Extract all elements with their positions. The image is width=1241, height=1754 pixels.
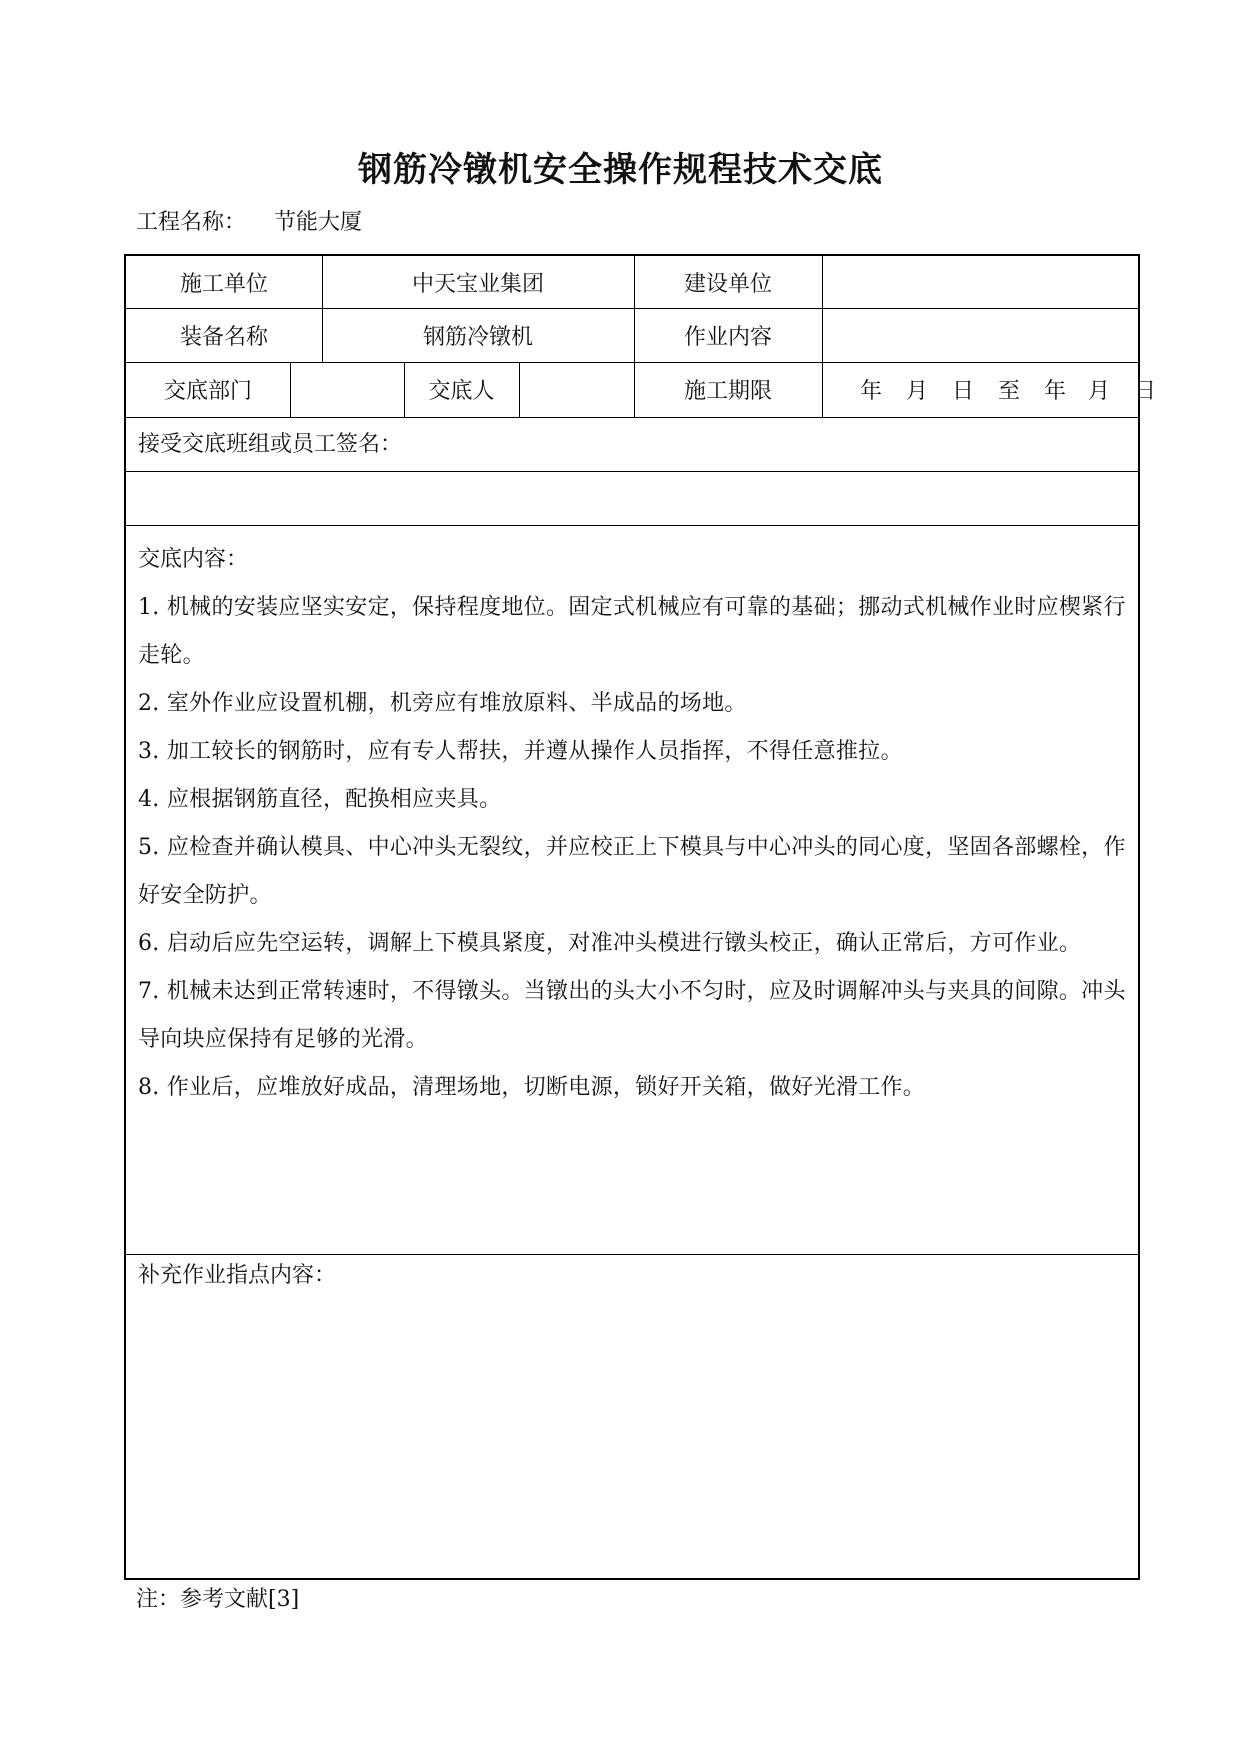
- equipment-name-value: 钢筋冷镦机: [422, 324, 533, 350]
- content-item: 8. 作业后，应堆放好成品，清理场地，切断电源，锁好开关箱，做好光滑工作。: [138, 1075, 926, 1100]
- signature-area: [126, 471, 1138, 525]
- work-content-label: 作业内容: [683, 324, 772, 350]
- construction-period-label: 施工期限: [683, 379, 772, 404]
- period-to: 至: [998, 379, 1021, 404]
- project-name-line: [136, 208, 362, 238]
- project-name-label: 工程名称：: [136, 210, 247, 235]
- period-month-end: 月: [1088, 379, 1111, 404]
- content-item: 4. 应根据钢筋直径，配换相应夹具。: [138, 787, 502, 812]
- disclosure-content-label: 交底内容：: [138, 547, 249, 572]
- period-month-start: 月: [906, 379, 929, 404]
- document-title: 钢筋冷镦机安全操作规程技术交底: [358, 150, 883, 190]
- period-day-end: 日: [1134, 379, 1157, 404]
- content-item: 6. 启动后应先空运转，调解上下模具紧度，对准冲头模进行镦头校正，确认正常后，方可作业。: [138, 931, 1082, 956]
- construction-unit-label: 施工单位: [179, 271, 268, 297]
- reference-note: 注：参考文献[3]: [136, 1587, 300, 1612]
- construction-period-dates: [822, 362, 1157, 417]
- client-unit-label: 建设单位: [683, 271, 772, 297]
- signature-label: 接受交底班组或员工签名：: [138, 432, 403, 457]
- disclosure-dept-label: 交底部门: [163, 379, 252, 404]
- disclosure-person-value: [519, 362, 634, 417]
- supplement-label: 补充作业指点内容：: [138, 1263, 337, 1288]
- client-unit-value: [822, 256, 1140, 308]
- content-item: 3. 加工较长的钢筋时，应有专人帮扶，并遵从操作人员指挥，不得任意推拉。: [138, 739, 903, 764]
- work-content-value: [822, 308, 1140, 362]
- period-year-start: 年: [860, 379, 883, 404]
- content-item: 1. 机械的安装应坚实安定，保持程度地位。固定式机械应有可靠的基础；挪动式机械作业时应楔紧行走轮。: [138, 595, 1126, 668]
- project-name-value: 节能大厦: [274, 210, 363, 235]
- construction-unit-value: 中天宝业集团: [411, 271, 544, 297]
- disclosure-form-table: [124, 254, 1157, 1580]
- period-year-end: 年: [1044, 379, 1067, 404]
- disclosure-dept-value: [290, 362, 404, 417]
- content-item: 7. 机械未达到正常转速时，不得镦头。当镦出的头大小不匀时，应及时调解冲头与夹具的间隙。冲头导向块应保持有足够的光滑。: [138, 979, 1126, 1052]
- disclosure-content: [138, 536, 1128, 1112]
- content-item: 5. 应检查并确认模具、中心冲头无裂纹，并应校正上下模具与中心冲头的同心度，坚固各部螺栓，作好安全防护。: [138, 835, 1126, 908]
- content-item: 2. 室外作业应设置机棚，机旁应有堆放原料、半成品的场地。: [138, 691, 747, 716]
- disclosure-person-label: 交底人: [428, 379, 495, 404]
- period-day-start: 日: [952, 379, 975, 404]
- equipment-name-label: 装备名称: [179, 324, 268, 350]
